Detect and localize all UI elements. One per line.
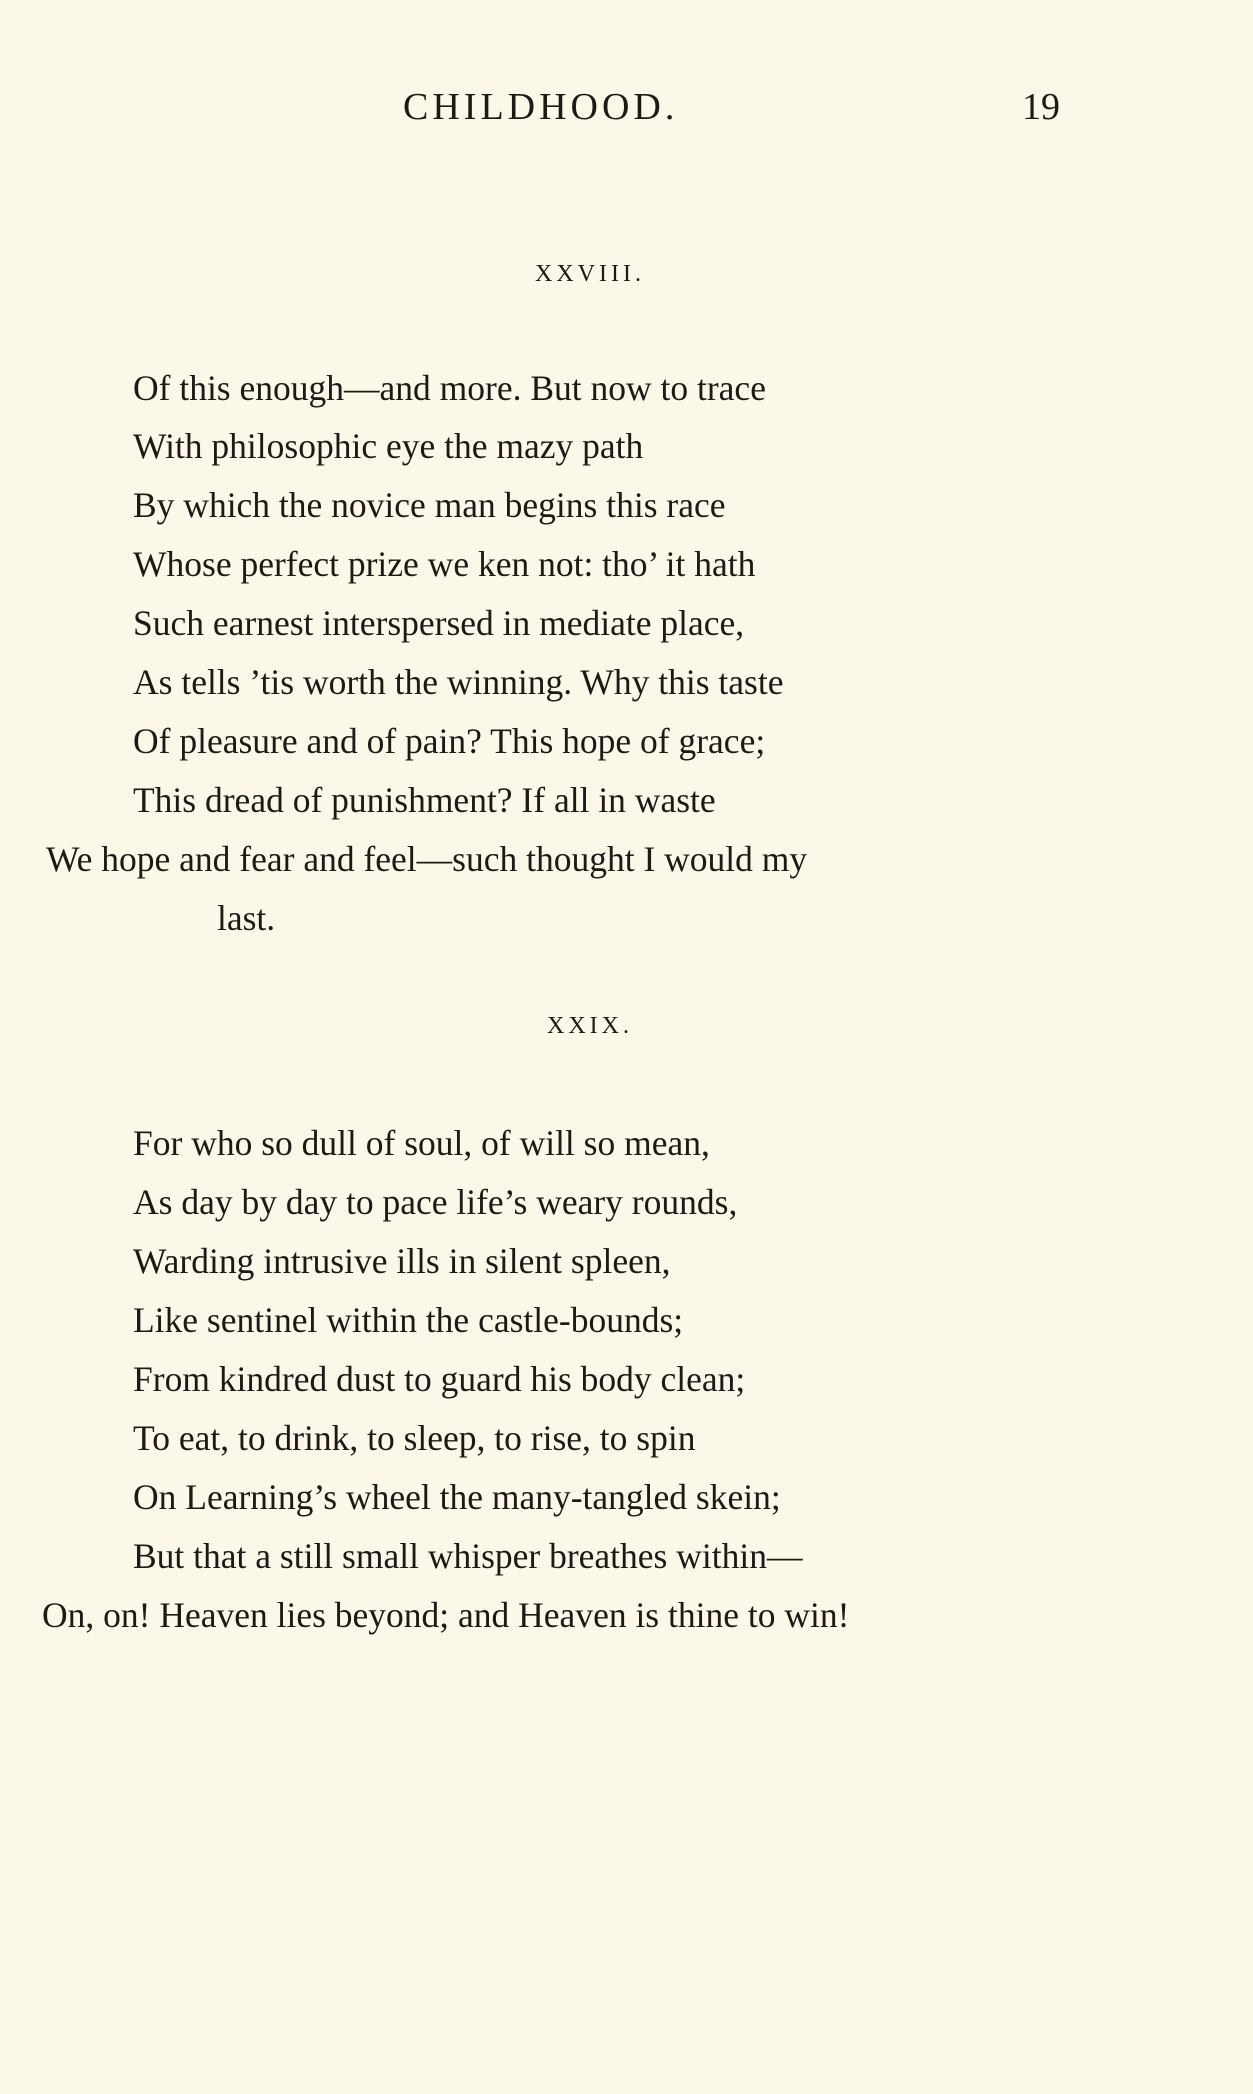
- verse-line: Whose perfect prize we ken not: tho’ it hath: [133, 544, 756, 584]
- page-number: 19: [1022, 86, 1060, 128]
- verse-line: As tells ’tis worth the winning. Why this taste: [133, 662, 784, 702]
- verse-line: We hope and fear and feel—such thought I would my: [46, 839, 808, 879]
- verse-line-turnover: last.: [217, 898, 276, 938]
- verse-line: To eat, to drink, to sleep, to rise, to spin: [133, 1418, 696, 1458]
- verse-line: On, on! Heaven lies beyond; and Heaven is thine to win!: [42, 1595, 850, 1635]
- verse-line: But that a still small whisper breathes within—: [133, 1536, 803, 1576]
- verse-line: This dread of punishment? If all in waste: [133, 780, 716, 820]
- running-title: CHILDHOOD.: [403, 86, 679, 128]
- verse-line: For who so dull of soul, of will so mean,: [133, 1123, 710, 1163]
- running-head: [0, 82, 1253, 132]
- verse-line: From kindred dust to guard his body clean;: [133, 1359, 746, 1399]
- stanza-numeral: XXIX.: [547, 1013, 633, 1039]
- stanza-numeral: XXVIII.: [535, 261, 645, 287]
- verse-line: Warding intrusive ills in silent spleen,: [133, 1241, 671, 1281]
- verse-line: Of this enough—and more. But now to trace: [133, 368, 766, 408]
- verse-line: Such earnest interspersed in mediate place,: [133, 603, 745, 643]
- verse-line: On Learning’s wheel the many-tangled skein;: [133, 1477, 781, 1517]
- verse-line: As day by day to pace life’s weary rounds,: [133, 1182, 738, 1222]
- verse-line: By which the novice man begins this race: [133, 485, 726, 525]
- verse-line: Of pleasure and of pain? This hope of grace;: [133, 721, 766, 761]
- verse-line: Like sentinel within the castle-bounds;: [133, 1300, 684, 1340]
- verse-line: With philosophic eye the mazy path: [133, 426, 644, 466]
